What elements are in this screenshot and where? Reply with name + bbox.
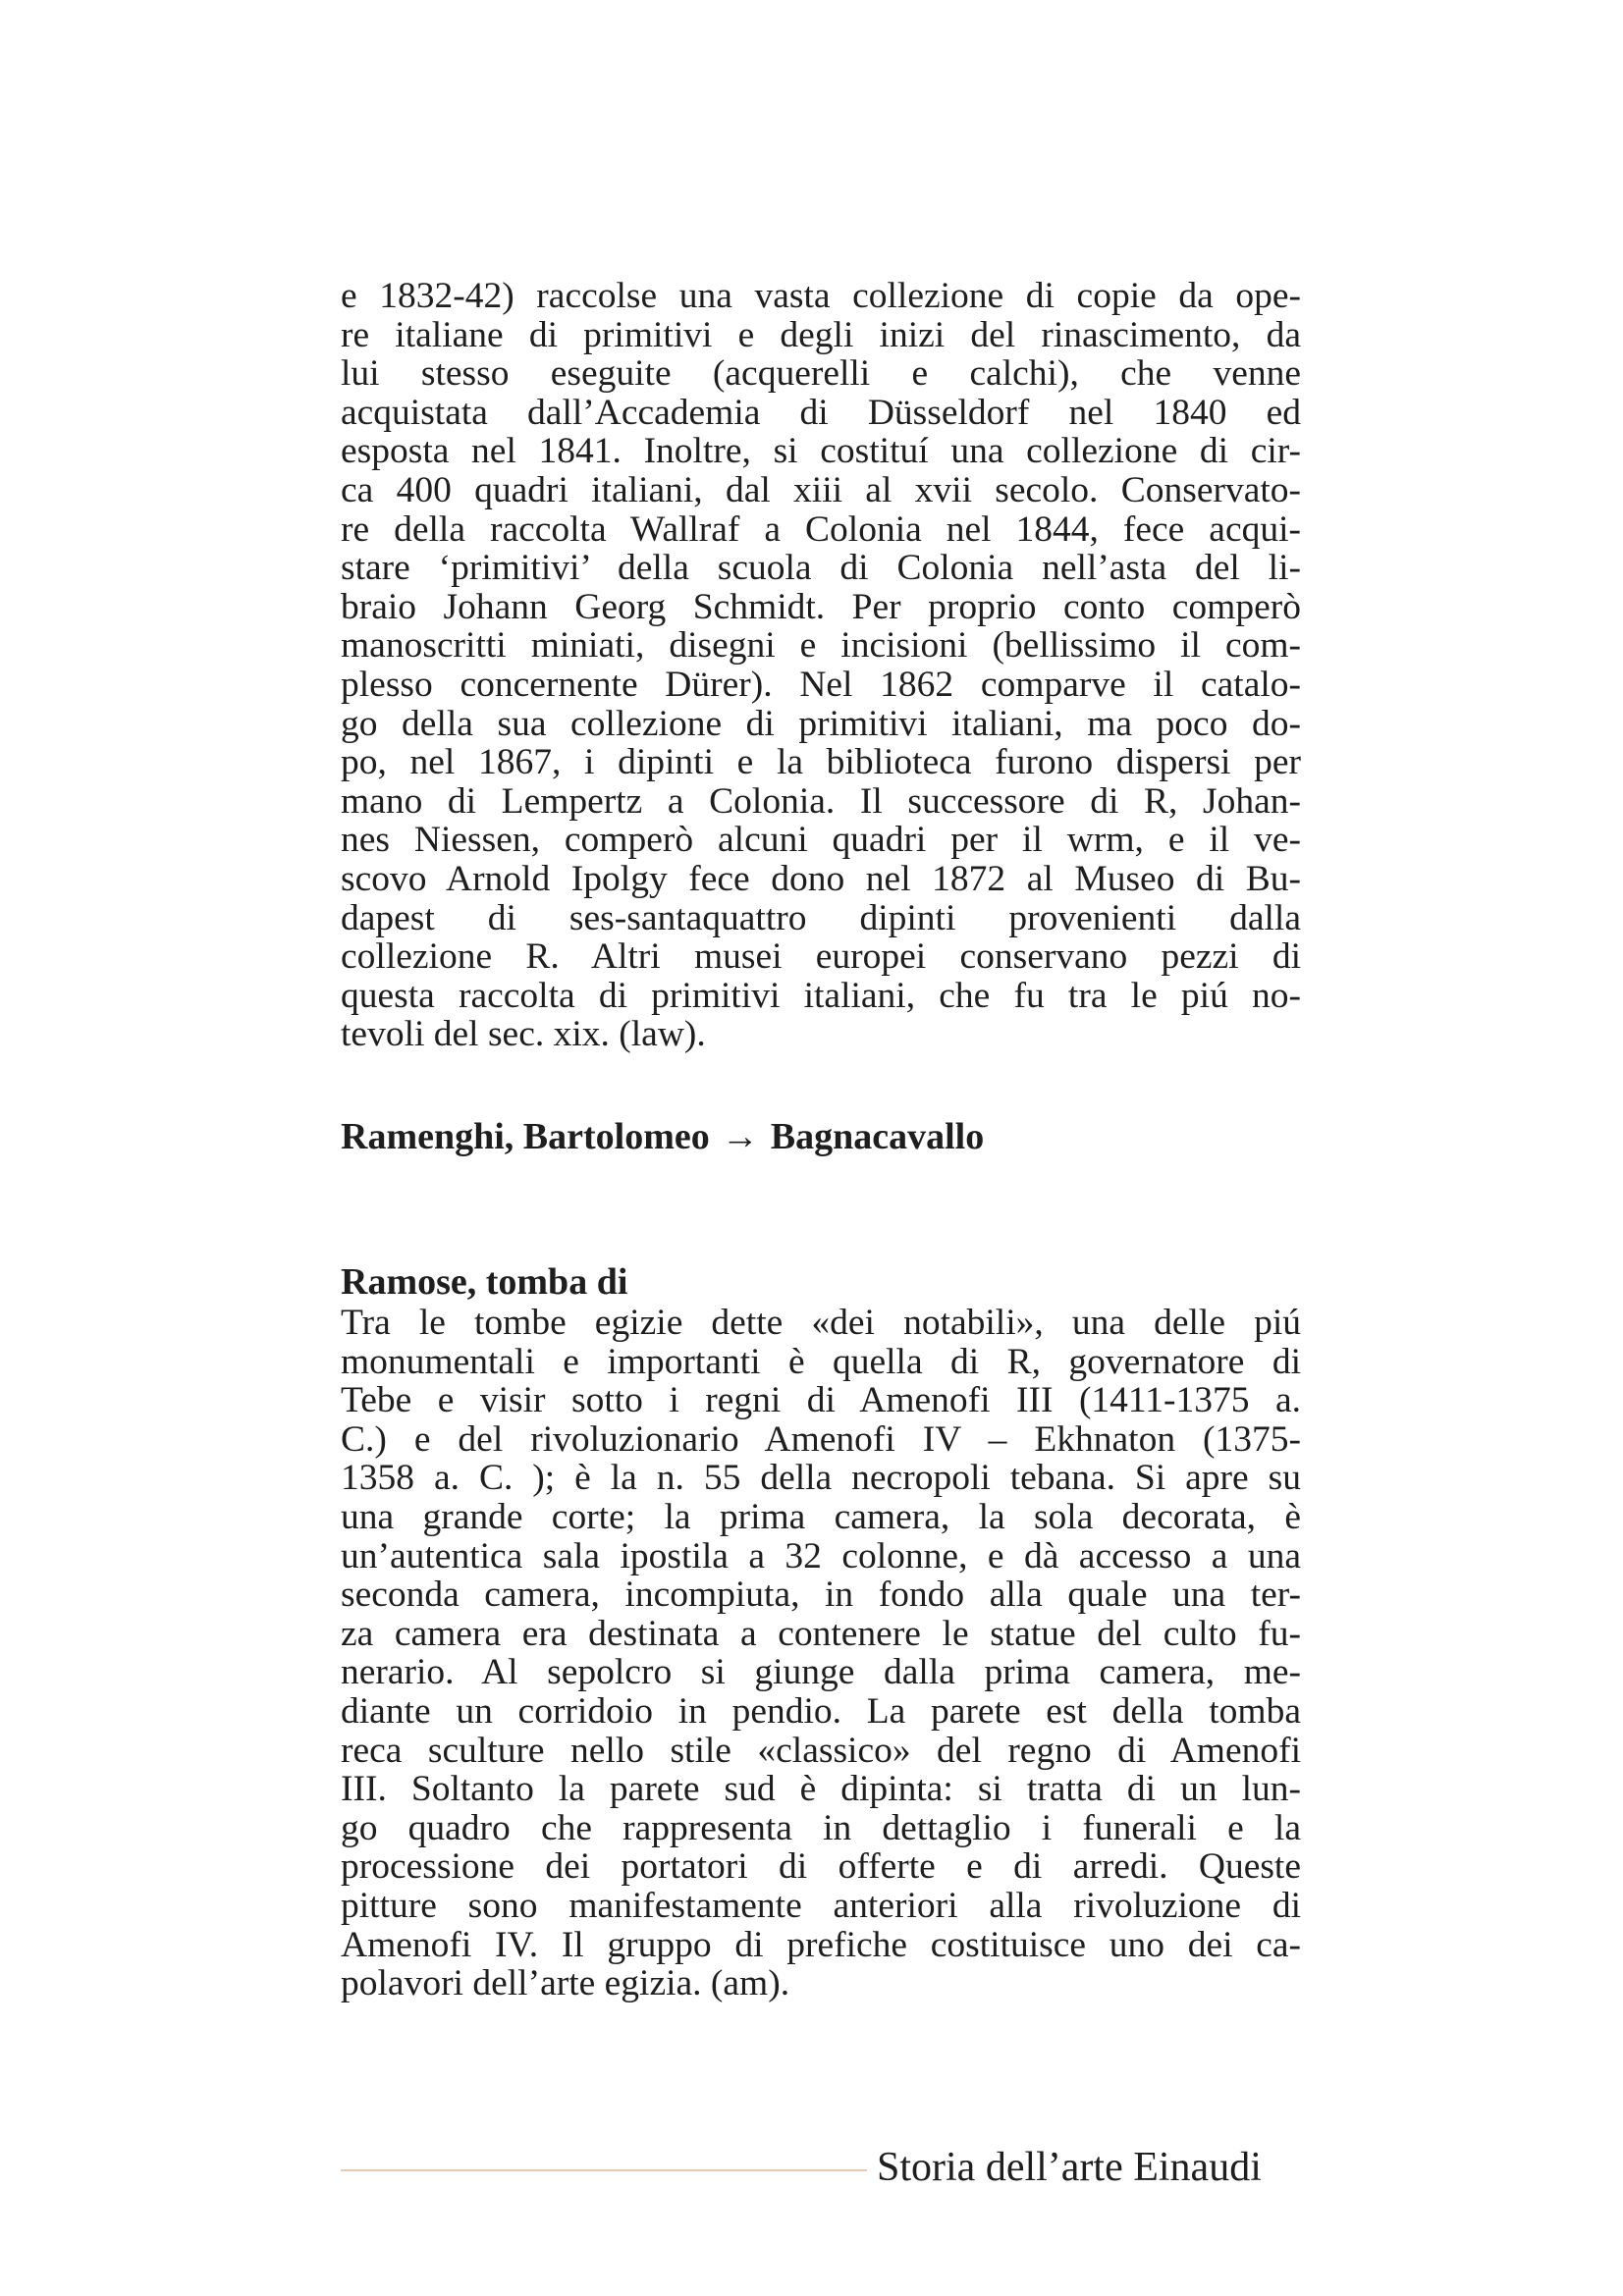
text-line: diante un corridoio in pendio. La parete est della tomba	[341, 1690, 1301, 1732]
text-line: manoscritti miniati, disegni e incisioni (bellissimo il com-	[341, 625, 1301, 667]
text-line: acquistata dall’Accademia di Düsseldorf nel 1840 ed	[341, 392, 1301, 433]
text-line: Tebe e visir sotto i regni di Amenofi III (1411-1375 a.	[341, 1380, 1301, 1421]
text-line: una grande corte; la prima camera, la sola decorata, è	[341, 1496, 1301, 1537]
text-line: 1358 a. C. ); è la n. 55 della necropoli tebana. Si apre su	[341, 1458, 1301, 1499]
entry-heading-rameng	[341, 1116, 984, 1157]
text-line: braio Johann Georg Schmidt. Per proprio conto comperò	[341, 586, 1301, 627]
text-line: polavori dell’arte egizia. (am).	[341, 1963, 790, 2004]
text-line: un’autentica sala ipostila a 32 colonne, e dà accesso a una	[341, 1535, 1301, 1576]
footer-rule	[341, 2169, 867, 2171]
text-line: esposta nel 1841. Inoltre, si costituí una collezione di cir-	[341, 431, 1301, 472]
text-line: e 1832-42) raccolse una vasta collezione di copie da ope-	[341, 276, 1301, 316]
entry-ramose-text	[341, 1304, 1301, 2003]
text-line: ca 400 quadri italiani, dal xiii al xvii secolo. Conservato-	[341, 469, 1301, 510]
text-line: za camera era destinata a contenere le statue del culto fu-	[341, 1613, 1301, 1654]
text-line: nes Niessen, comperò alcuni quadri per il wrm, e il ve-	[341, 820, 1301, 861]
text-line: pitture sono manifestamente anteriori alla rivoluzione di	[341, 1885, 1301, 1926]
text-line: questa raccolta di primitivi italiani, che fu tra le piú no-	[341, 975, 1301, 1016]
text-line: mano di Lempertz a Colonia. Il successore di R, Johan-	[341, 780, 1301, 822]
text-line: stare ‘primitivi’ della scuola di Colonia nell’asta del li-	[341, 548, 1301, 589]
text-line: po, nel 1867, i dipinti e la biblioteca furono dispersi per	[341, 742, 1301, 783]
text-line: processione dei portatori di offerte e di arredi. Queste	[341, 1846, 1301, 1888]
text-line: scovo Arnold Ipolgy fece dono nel 1872 al Museo di Bu-	[341, 858, 1301, 899]
text-line: go della sua collezione di primitivi italiani, ma poco do-	[341, 703, 1301, 744]
entry-heading-ramose	[341, 1261, 627, 1303]
headword: Ramose, tomba di	[341, 1261, 628, 1303]
text-line: re della raccolta Wallraf a Colonia nel 1844, fece acqui-	[341, 508, 1301, 550]
text-line: tevoli del sec. xix. (law).	[341, 1014, 706, 1055]
text-line: III. Soltanto la parete sud è dipinta: si tratta di un lun-	[341, 1769, 1301, 1810]
footer-title: Storia dell’arte Einaudi	[877, 2145, 1262, 2190]
text-line: lui stesso eseguite (acquerelli e calchi), che venne	[341, 353, 1301, 395]
text-line: monumentali e importanti è quella di R, governatore di	[341, 1341, 1301, 1382]
text-line: plesso concernente Dürer). Nel 1862 comparve il catalo-	[341, 664, 1301, 705]
text-line: Tra le tombe egizie dette «dei notabili», una delle piú	[341, 1303, 1301, 1343]
cross-reference-arrow-icon: →	[721, 1116, 759, 1157]
text-line: nerario. Al sepolcro si giunge dalla prima camera, me-	[341, 1652, 1301, 1693]
text-line: collezione R. Altri musei europei conservano pezzi di	[341, 936, 1301, 978]
text-line: reca sculture nello stile «classico» del regno di Amenofi	[341, 1730, 1301, 1771]
text-line: re italiane di primitivi e degli inizi del rinascimento, da	[341, 314, 1301, 355]
entry-continuation-text	[341, 277, 1301, 1054]
cross-reference-target: Bagnacavallo	[770, 1116, 985, 1157]
text-line: go quadro che rappresenta in dettaglio i funerali e la	[341, 1807, 1301, 1848]
text-line: seconda camera, incompiuta, in fondo alla quale una ter-	[341, 1575, 1301, 1616]
text-line: C.) e del rivoluzionario Amenofi IV – Ekhnaton (1375-	[341, 1418, 1301, 1460]
headword: Ramenghi, Bartolomeo	[341, 1116, 710, 1157]
text-line: Amenofi IV. Il gruppo di prefiche costituisce uno dei ca-	[341, 1924, 1301, 1965]
text-line: dapest di ses-santaquattro dipinti provenienti dalla	[341, 897, 1301, 938]
